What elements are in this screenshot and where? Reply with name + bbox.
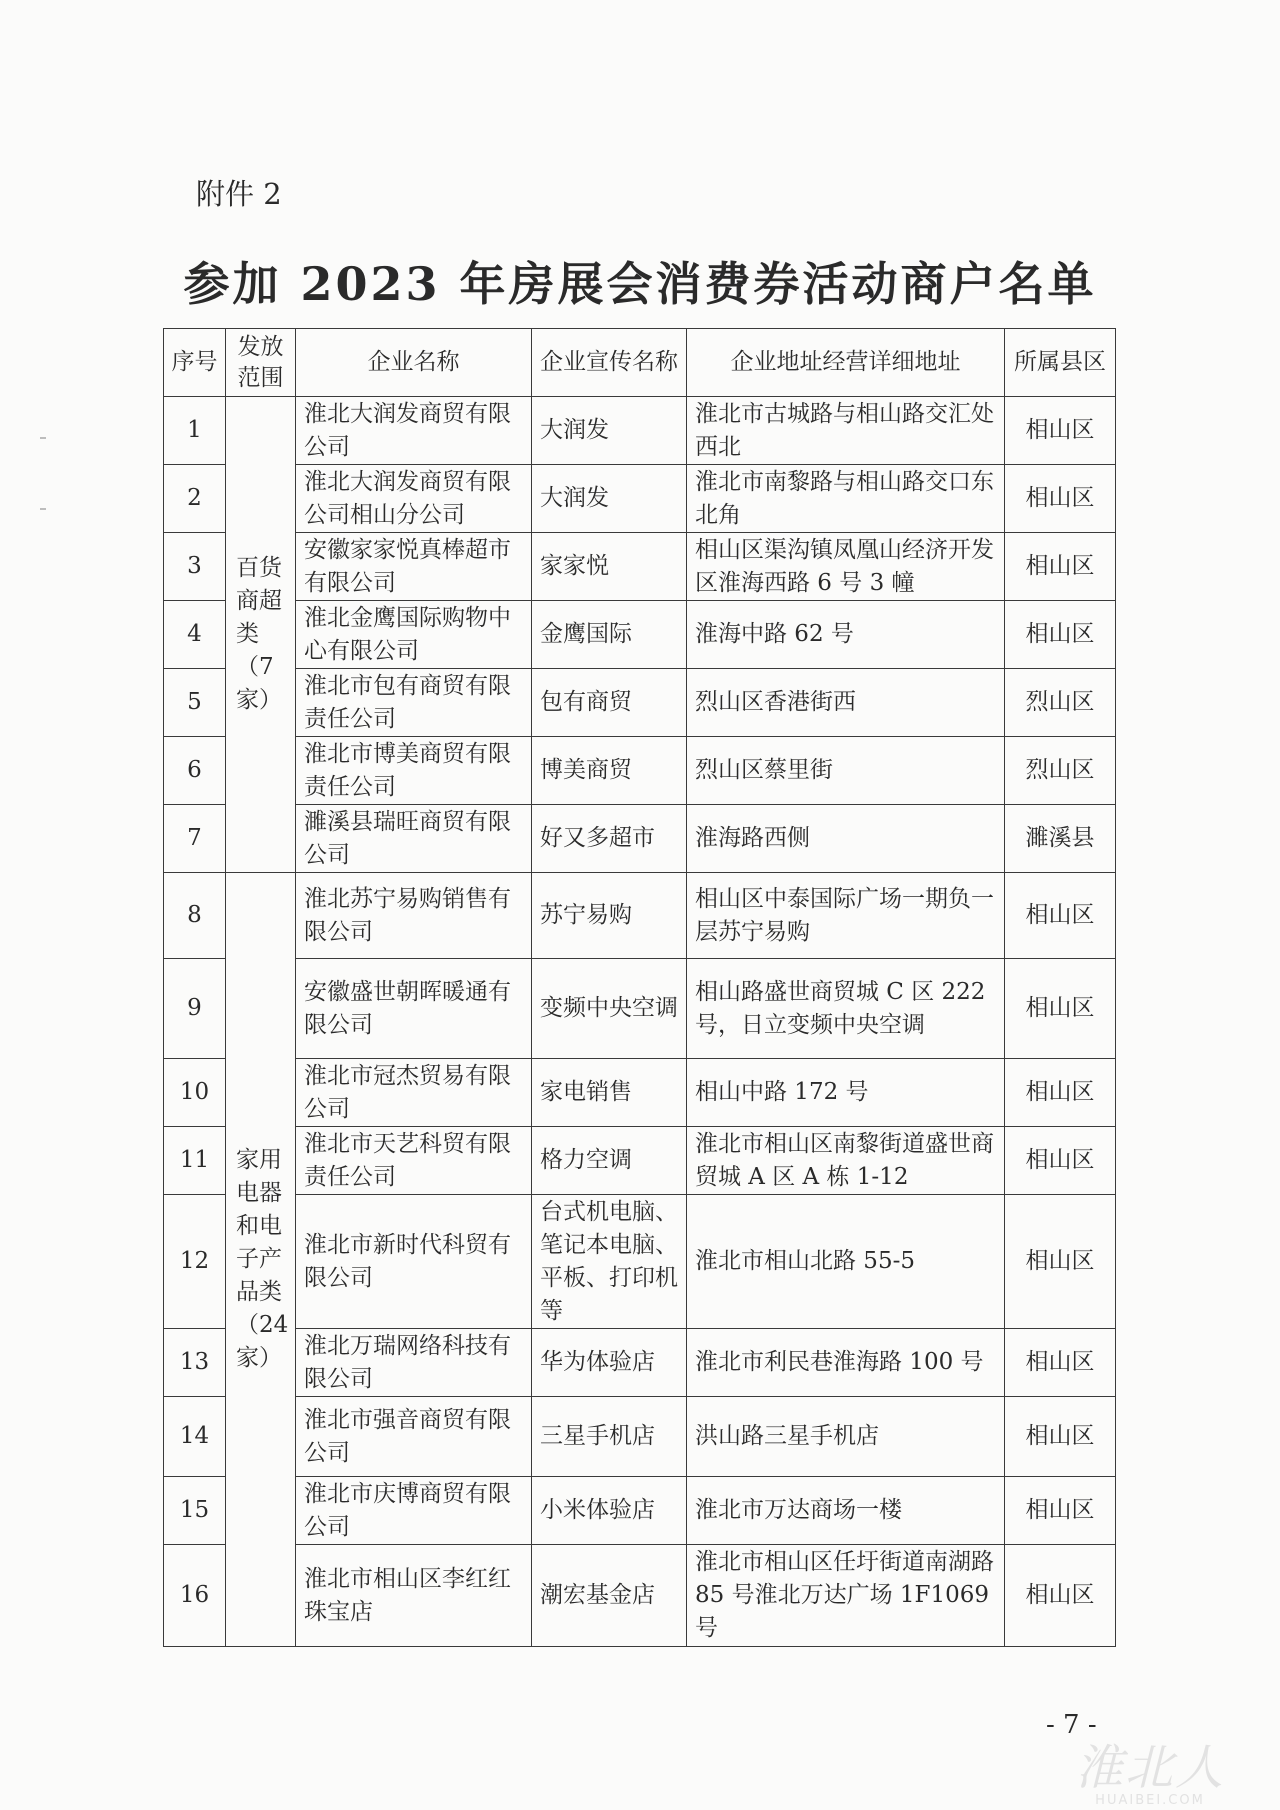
district: 烈山区 xyxy=(1005,669,1116,737)
company-name: 淮北市冠杰贸易有限公司 xyxy=(296,1059,532,1127)
company-name: 淮北市强音商贸有限公司 xyxy=(296,1397,532,1477)
table-row xyxy=(164,1397,1116,1477)
address: 相山路盛世商贸城 C 区 222 号，日立变频中央空调 xyxy=(687,959,1005,1059)
category-cell: 百货商超类（7家） xyxy=(226,397,296,873)
company-name: 安徽家家悦真棒超市有限公司 xyxy=(296,533,532,601)
table-row xyxy=(164,873,1116,959)
header-cell: 序号 xyxy=(164,329,226,397)
brand-name: 华为体验店 xyxy=(532,1329,687,1397)
district: 相山区 xyxy=(1005,533,1116,601)
brand-name: 三星手机店 xyxy=(532,1397,687,1477)
company-name: 淮北大润发商贸有限公司 xyxy=(296,397,532,465)
row-number: 10 xyxy=(164,1059,226,1127)
row-number: 16 xyxy=(164,1545,226,1647)
district: 相山区 xyxy=(1005,1059,1116,1127)
district: 相山区 xyxy=(1005,873,1116,959)
brand-name: 大润发 xyxy=(532,397,687,465)
brand-name: 好又多超市 xyxy=(532,805,687,873)
table-row xyxy=(164,1477,1116,1545)
header-cell: 企业宣传名称 xyxy=(532,329,687,397)
company-name: 濉溪县瑞旺商贸有限公司 xyxy=(296,805,532,873)
brand-name: 变频中央空调 xyxy=(532,959,687,1059)
address: 淮海中路 62 号 xyxy=(687,601,1005,669)
header-cell: 企业地址经营详细地址 xyxy=(687,329,1005,397)
brand-name: 家电销售 xyxy=(532,1059,687,1127)
document-title: 参加 2023 年房展会消费券活动商户名单 xyxy=(183,257,1097,311)
company-name: 淮北万瑞网络科技有限公司 xyxy=(296,1329,532,1397)
address: 洪山路三星手机店 xyxy=(687,1397,1005,1477)
row-number: 7 xyxy=(164,805,226,873)
brand-name: 苏宁易购 xyxy=(532,873,687,959)
brand-name: 台式机电脑、笔记本电脑、平板、打印机等 xyxy=(532,1195,687,1329)
district: 相山区 xyxy=(1005,1545,1116,1647)
brand-name: 格力空调 xyxy=(532,1127,687,1195)
company-name: 淮北金鹰国际购物中心有限公司 xyxy=(296,601,532,669)
address: 烈山区蔡里街 xyxy=(687,737,1005,805)
district: 相山区 xyxy=(1005,601,1116,669)
brand-name: 大润发 xyxy=(532,465,687,533)
row-number: 6 xyxy=(164,737,226,805)
address: 淮北市古城路与相山路交汇处西北 xyxy=(687,397,1005,465)
district: 相山区 xyxy=(1005,465,1116,533)
district: 相山区 xyxy=(1005,1477,1116,1545)
address: 相山区中泰国际广场一期负一层苏宁易购 xyxy=(687,873,1005,959)
district: 相山区 xyxy=(1005,1195,1116,1329)
table-row xyxy=(164,1195,1116,1329)
scan-mark xyxy=(40,437,46,439)
district: 烈山区 xyxy=(1005,737,1116,805)
merchant-table xyxy=(163,328,1116,1647)
table-row xyxy=(164,465,1116,533)
address: 烈山区香港街西 xyxy=(687,669,1005,737)
row-number: 1 xyxy=(164,397,226,465)
row-number: 13 xyxy=(164,1329,226,1397)
district: 相山区 xyxy=(1005,1329,1116,1397)
company-name: 淮北大润发商贸有限公司相山分公司 xyxy=(296,465,532,533)
header-cell: 企业名称 xyxy=(296,329,532,397)
header-cell: 发放范围 xyxy=(226,329,296,397)
page-number: - 7 - xyxy=(1046,1710,1097,1740)
table-row xyxy=(164,959,1116,1059)
address: 相山区渠沟镇凤凰山经济开发区淮海西路 6 号 3 幢 xyxy=(687,533,1005,601)
table-row xyxy=(164,737,1116,805)
row-number: 2 xyxy=(164,465,226,533)
watermark-text: 淮北人 xyxy=(1074,1740,1225,1796)
address: 淮海路西侧 xyxy=(687,805,1005,873)
row-number: 15 xyxy=(164,1477,226,1545)
district: 相山区 xyxy=(1005,397,1116,465)
address: 相山中路 172 号 xyxy=(687,1059,1005,1127)
table-row xyxy=(164,1127,1116,1195)
table-row xyxy=(164,601,1116,669)
attachment-label: 附件 2 xyxy=(196,177,282,211)
watermark-domain: HUAIBEI.COM xyxy=(1095,1793,1205,1808)
company-name: 淮北市包有商贸有限责任公司 xyxy=(296,669,532,737)
address: 淮北市相山区南黎街道盛世商贸城 A 区 A 栋 1-12 xyxy=(687,1127,1005,1195)
row-number: 9 xyxy=(164,959,226,1059)
row-number: 4 xyxy=(164,601,226,669)
district: 相山区 xyxy=(1005,959,1116,1059)
table-row xyxy=(164,669,1116,737)
brand-name: 金鹰国际 xyxy=(532,601,687,669)
company-name: 安徽盛世朝晖暖通有限公司 xyxy=(296,959,532,1059)
row-number: 3 xyxy=(164,533,226,601)
brand-name: 家家悦 xyxy=(532,533,687,601)
table-row xyxy=(164,1545,1116,1647)
address: 淮北市万达商场一楼 xyxy=(687,1477,1005,1545)
table-row xyxy=(164,1329,1116,1397)
table-row xyxy=(164,397,1116,465)
row-number: 5 xyxy=(164,669,226,737)
district: 相山区 xyxy=(1005,1127,1116,1195)
row-number: 14 xyxy=(164,1397,226,1477)
company-name: 淮北市相山区李红红珠宝店 xyxy=(296,1545,532,1647)
address: 淮北市南黎路与相山路交口东北角 xyxy=(687,465,1005,533)
brand-name: 博美商贸 xyxy=(532,737,687,805)
brand-name: 包有商贸 xyxy=(532,669,687,737)
scan-mark xyxy=(40,508,46,510)
district: 濉溪县 xyxy=(1005,805,1116,873)
table-header-row xyxy=(164,329,1116,397)
address: 淮北市相山区任圩街道南湖路 85 号淮北万达广场 1F1069 号 xyxy=(687,1545,1005,1647)
header-cell: 所属县区 xyxy=(1005,329,1116,397)
district: 相山区 xyxy=(1005,1397,1116,1477)
company-name: 淮北市博美商贸有限责任公司 xyxy=(296,737,532,805)
address: 淮北市相山北路 55-5 xyxy=(687,1195,1005,1329)
row-number: 12 xyxy=(164,1195,226,1329)
table-row xyxy=(164,533,1116,601)
address: 淮北市利民巷淮海路 100 号 xyxy=(687,1329,1005,1397)
brand-name: 潮宏基金店 xyxy=(532,1545,687,1647)
company-name: 淮北苏宁易购销售有限公司 xyxy=(296,873,532,959)
row-number: 8 xyxy=(164,873,226,959)
brand-name: 小米体验店 xyxy=(532,1477,687,1545)
table-row xyxy=(164,805,1116,873)
watermark xyxy=(1050,1742,1250,1808)
table-row xyxy=(164,1059,1116,1127)
company-name: 淮北市庆博商贸有限公司 xyxy=(296,1477,532,1545)
company-name: 淮北市天艺科贸有限责任公司 xyxy=(296,1127,532,1195)
company-name: 淮北市新时代科贸有限公司 xyxy=(296,1195,532,1329)
category-cell: 家用电器和电子产品类（24家） xyxy=(226,873,296,1647)
row-number: 11 xyxy=(164,1127,226,1195)
